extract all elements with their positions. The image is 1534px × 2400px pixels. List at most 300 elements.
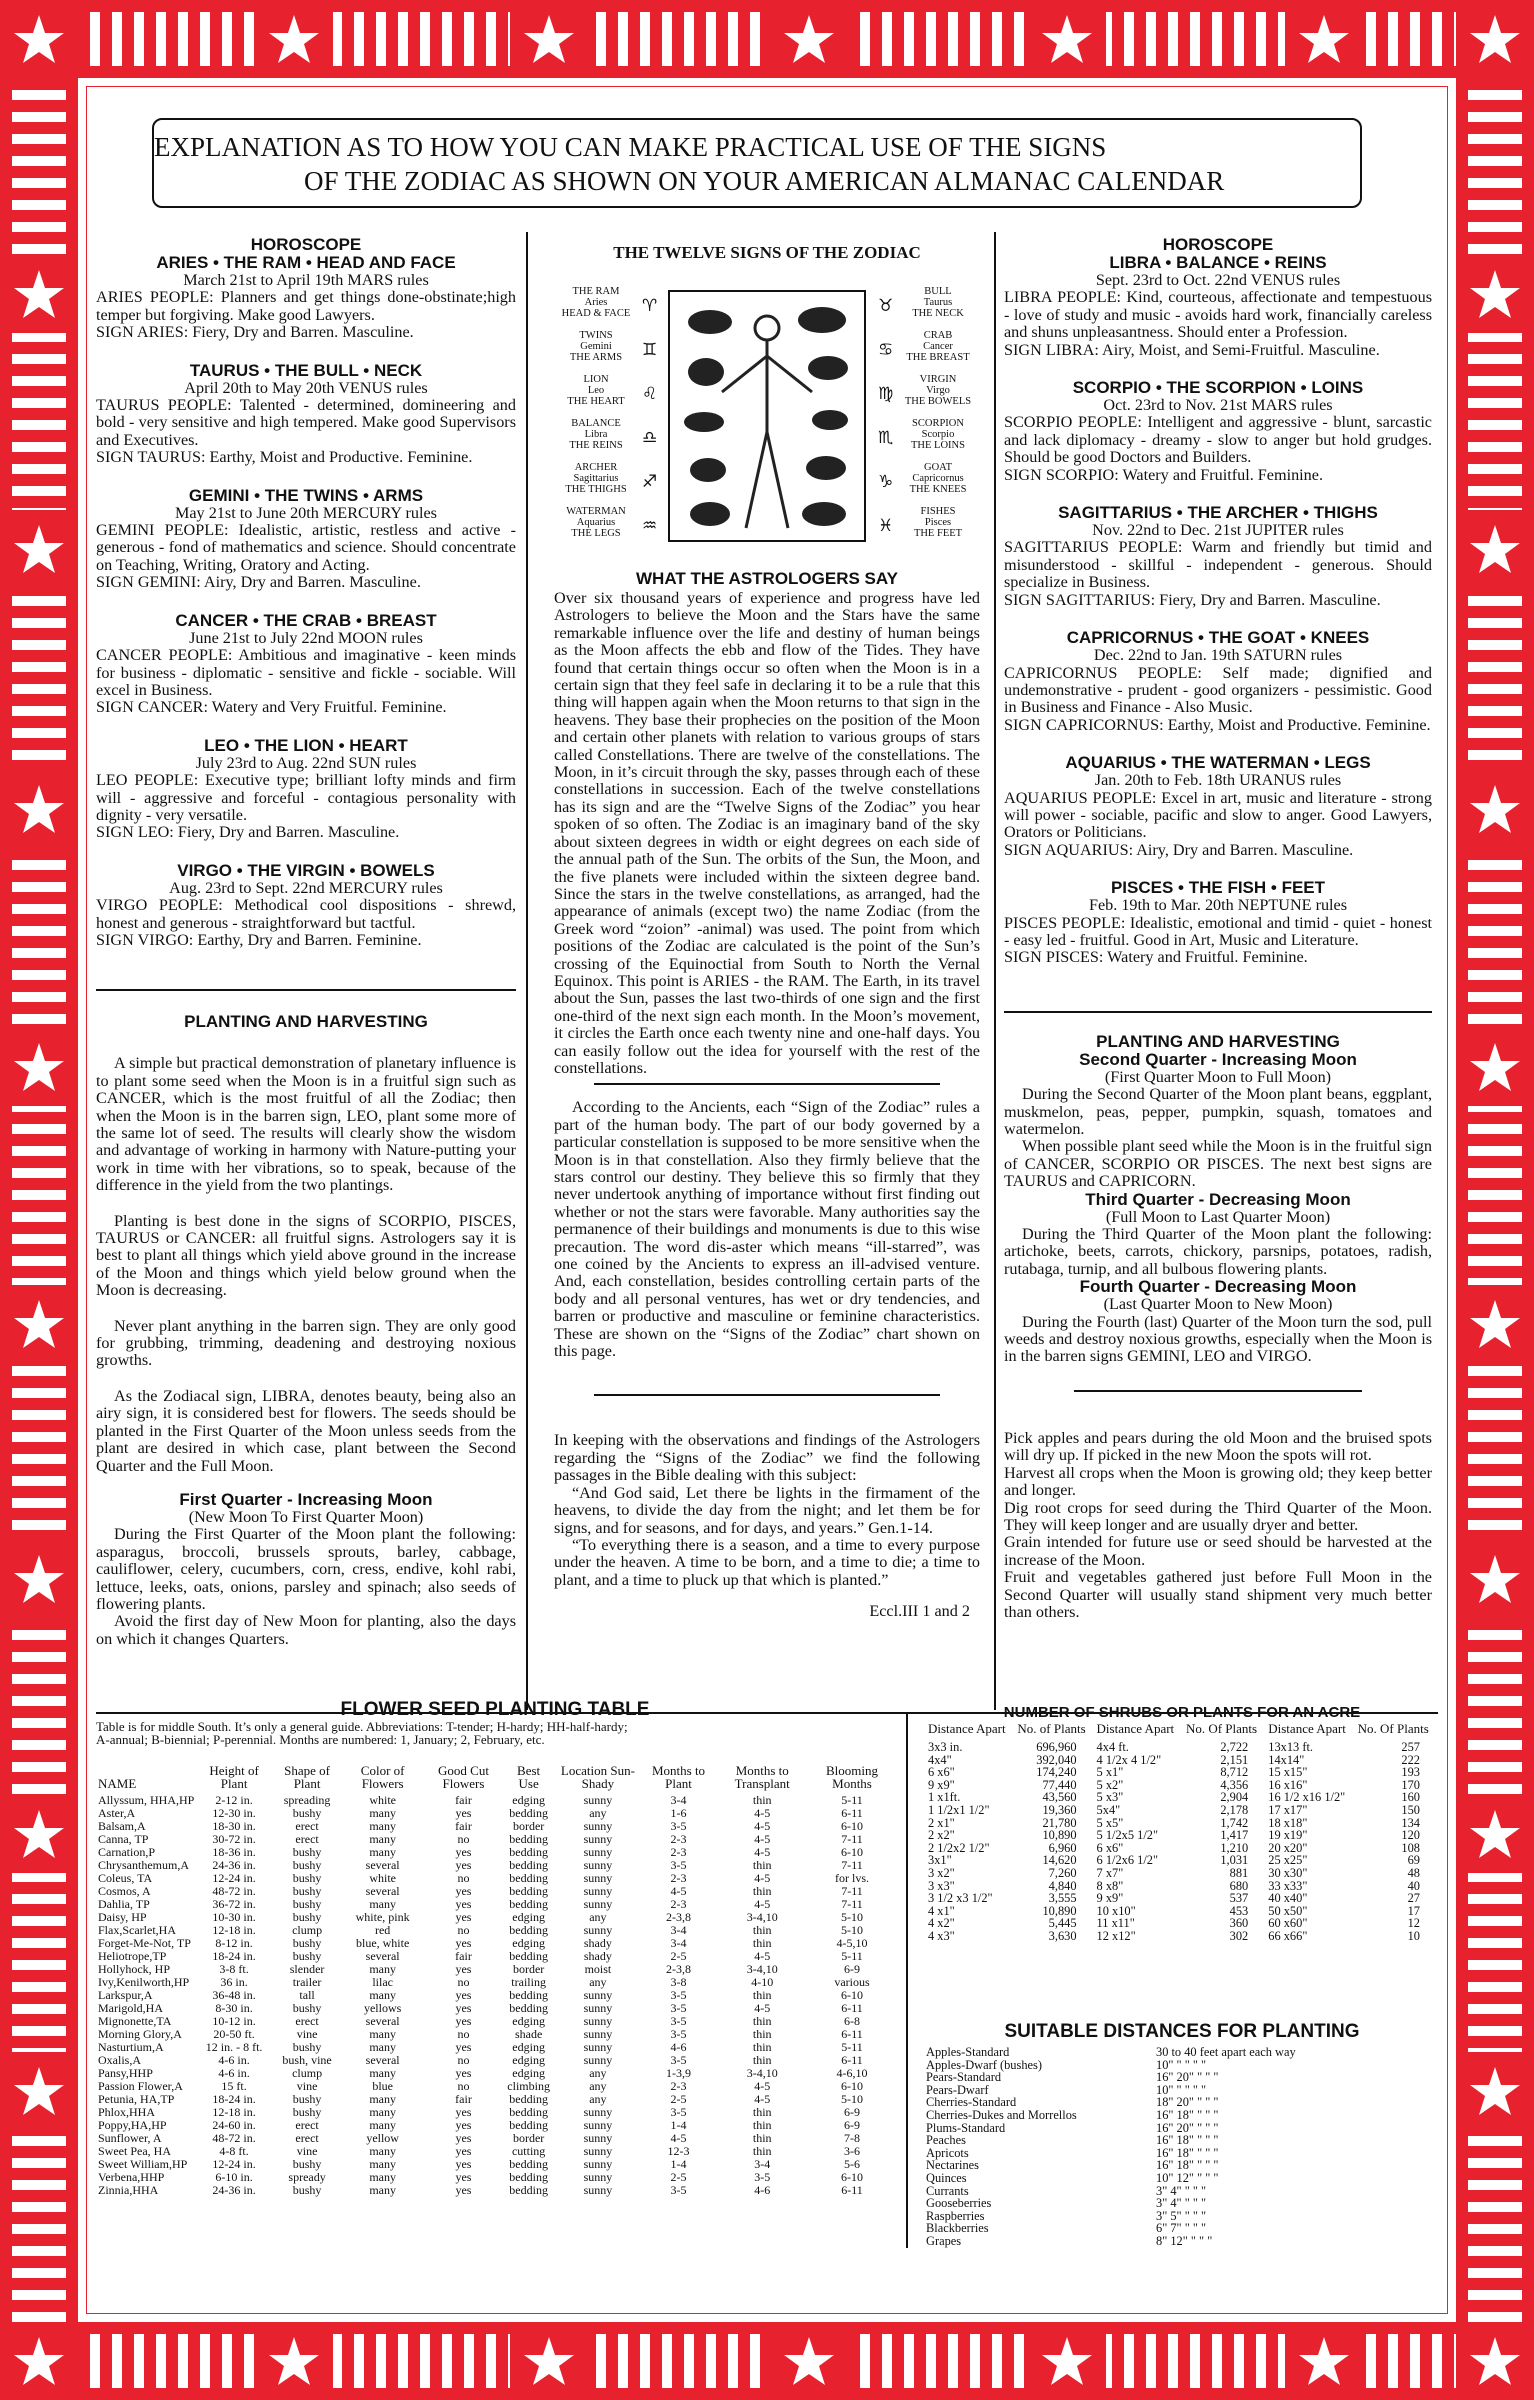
table-cell: Sweet William,HP [98,2157,188,2171]
distance-value: 10" 12" " " " [1156,2170,1219,2185]
table-cell: 4-5 [754,1832,771,1846]
planting-distances-table [926,2046,1438,2248]
table-cell: 6-10 [841,1845,863,1859]
planting-paragraph: Never plant anything in the barren sign. They are only good for grubbing, trimming, deadening and destroying noxious growths. [96,1316,516,1370]
table-cell: bedding [509,2170,548,2184]
sign-traits: SIGN SAGITTARIUS: Fiery, Dry and Barren. Masculine. [1004,590,1381,609]
sign-people: CAPRICORNUS PEOPLE: Self made; dignified and undemonstrative - prudent - good organizers - pessimistic. Good in Business and Finance - Also Music. [1004,663,1432,717]
zodiac-label [556,506,636,550]
table-cell: 14x14" [1268,1752,1305,1767]
table-cell: 8,712 [1220,1765,1249,1780]
zodiac-label-latin: Taurus [923,297,953,308]
table-cell: sunny [583,1897,613,1911]
table-cell: 6-10 [841,2170,863,2184]
sign-entry [1004,879,1432,967]
table-cell: bushy [292,2001,322,2015]
table-cell: white, pink [355,1910,410,1924]
table-cell: Cosmos, A [98,1884,151,1898]
sign-traits: SIGN CAPRICORNUS: Earthy, Moist and Productive. Feminine. [1004,715,1431,734]
sign-traits: SIGN PISCES: Watery and Fruitful. Feminine. [1004,948,1308,967]
table-cell: several [365,1949,400,1963]
sign-traits: SIGN LEO: Fiery, Dry and Barren. Masculine. [96,823,400,842]
table-cell: 4,356 [1220,1777,1249,1792]
table-cell: sunny [583,2001,613,2015]
table-cell: thin [752,2105,772,2119]
table-cell: 12-18 in. [212,1923,256,1937]
table-cell: 8-30 in. [215,2001,253,2015]
second-quarter-paragraph: During the Second Quarter of the Moon plant beans, eggplant, muskmelon, peas, pepper, pumpkin, squash, tomatoes and watermelon. [1004,1085,1432,1138]
table-cell: yes [455,2040,472,2054]
column-divider-left [526,232,528,1710]
table-cell: Pansy,HHP [98,2066,153,2080]
table-row [926,1842,1438,1855]
zodiac-label-name: CRAB [923,330,953,341]
table-cell: 3-5 [754,2170,771,2184]
sign-dates: Feb. 19th to Mar. 20th NEPTUNE rules [1088,896,1348,915]
distance-value: 3" 4" " " " [1156,2183,1207,2198]
table-cell: 4-6 [754,2183,771,2197]
table-cell: bushy [292,2105,322,2119]
sign-entry [1004,754,1432,859]
table-cell: bedding [509,2105,548,2119]
table-cell: 120 [1401,1828,1420,1843]
table-cell: 5-11 [841,1793,863,1807]
table-cell: 3 1/2 x3 1/2" [928,1891,993,1906]
fourth-quarter-heading: Fourth Quarter - Decreasing Moon [1079,1277,1357,1297]
table-cell: no [457,1923,470,1937]
table-cell: Carnation,P [98,1845,155,1859]
table-cell: 1,031 [1220,1853,1249,1868]
sign-heading: CANCER • THE CRAB • BREAST [175,610,437,630]
table-cell: 302 [1229,1928,1249,1943]
distance-value: 10" " " " " [1156,2057,1207,2072]
table-header-cell: Best Use [517,1763,541,1791]
table-cell: 3-5 [670,2053,687,2067]
table-cell: any [589,1910,607,1924]
table-cell: many [369,2066,396,2080]
zodiac-label-name: BALANCE [571,418,621,429]
table-cell: 1,742 [1220,1815,1249,1830]
table-cell: 257 [1401,1740,1420,1754]
table-cell: edging [512,1936,545,1950]
zodiac-label-latin: Aquarius [576,517,616,528]
table-cell: 1,417 [1220,1828,1249,1843]
table-cell: 12 x12" [1096,1928,1136,1943]
sign-entry [1004,379,1432,484]
horoscope-heading: HOROSCOPE [250,235,362,254]
table-cell: 6-10 in. [215,2170,253,2184]
table-cell: thin [752,2118,772,2132]
table-cell: 1,210 [1220,1840,1249,1855]
table-cell: 6-9 [844,1962,860,1976]
table-row [926,2071,1438,2084]
table-cell: 2-5 [670,2170,687,2184]
table-cell: Chrysanthemum,A [98,1858,189,1872]
table-cell: yes [455,2170,472,2184]
table-cell: yes [455,1845,472,1859]
table-cell: bedding [509,1949,548,1963]
zodiac-label-name: ARCHER [574,462,618,473]
table-cell: sunny [583,2027,613,2041]
table-cell: edging [512,1793,545,1807]
table-cell: 5-11 [841,2040,863,2054]
table-cell: 36 in. [220,1975,248,1989]
table-cell: lilac [372,1975,393,1989]
table-cell: yes [455,1988,472,2002]
table-cell: many [369,2092,396,2106]
table-cell: bedding [509,1897,548,1911]
star-icon [255,0,333,78]
table-row [926,1804,1438,1817]
table-cell: many [369,1806,396,1820]
table-cell: 4x4 ft. [1096,1740,1129,1754]
border-left [0,0,78,2400]
star-icon [1456,510,1534,588]
zodiac-label-name: LION [583,374,609,385]
table-header-cell: No. Of Plants [1185,1721,1258,1736]
star-icon [1285,2322,1363,2400]
right-column [1004,236,1432,1621]
sign-entry [96,254,516,342]
virgo-symbol-icon: ♍ [878,384,894,404]
distance-fruit: Quinces [926,2170,967,2185]
table-cell: 12-24 in. [212,2157,256,2171]
table-cell: 4-5 [754,1845,771,1859]
table-cell: 43,560 [1042,1790,1077,1805]
distance-fruit: Pears-Dwarf [926,2082,989,2097]
fourth-quarter-subtitle: (Last Quarter Moon to New Moon) [1103,1295,1333,1314]
table-cell: Coleus, TA [98,1871,153,1885]
table-cell: thin [752,1793,772,1807]
table-cell: any [589,2066,607,2080]
pisces-symbol-icon: ♓ [878,516,894,536]
table-cell: 881 [1229,1865,1249,1880]
table-cell: sunny [583,1832,613,1846]
zodiac-label-name: FISHES [920,506,956,517]
table-cell: Aster,A [98,1806,136,1820]
table-cell: 21,780 [1042,1815,1077,1830]
table-cell: various [834,1975,870,1989]
table-cell: yellows [363,2001,402,2015]
table-cell: Flax,Scarlet,HA [98,1923,176,1937]
table-cell: bedding [509,2001,548,2015]
distance-fruit: Nectarines [926,2158,979,2173]
table-cell: several [365,1858,400,1872]
table-header-row [926,1722,1438,1741]
planting-heading: PLANTING AND HARVESTING [184,1012,428,1032]
table-cell: yes [455,2144,472,2158]
table-cell: 13x13 ft. [1268,1740,1313,1754]
table-cell: 4-6 [670,2040,687,2054]
table-cell: 48-72 in. [212,1884,256,1898]
table-cell: 10-12 in. [212,2014,256,2028]
table-cell: 40 [1407,1878,1420,1893]
table-row [926,1905,1438,1918]
table-cell: Larkspur,A [98,1988,153,2002]
table-cell: 2-5 [670,1949,687,1963]
table-cell: fair [455,1819,472,1833]
table-cell: 3-5 [670,1988,687,2002]
table-cell: 5-6 [844,2157,860,2171]
table-cell: 2-3,8 [666,1910,692,1924]
table-cell: bedding [509,1832,548,1846]
table-row [926,1754,1438,1767]
table-cell: 537 [1229,1891,1249,1906]
table-cell: thin [752,1923,772,1937]
table-cell: 12-24 in. [212,1871,256,1885]
table-cell: 6-11 [841,2001,863,2015]
table-cell: yellow [366,2131,399,2145]
table-cell: 7-11 [841,1858,863,1872]
table-cell: 48-72 in. [212,2131,256,2145]
table-cell: no [457,1832,470,1846]
table-cell: Sweet Pea, HA [98,2144,171,2158]
table-header-cell: Good Cut Flowers [438,1763,489,1791]
sign-people: SCORPIO PEOPLE: Intelligent and aggressive - blunt, sarcastic and lack diplomacy - dreamy - slow to anger but hold grudges. Should be good Doctors and Builders. [1004,413,1432,467]
table-cell: fair [455,1793,472,1807]
table-cell: edging [512,1910,545,1924]
table-cell: 4-5 [754,2001,771,2015]
table-cell: 19 x19" [1268,1828,1308,1843]
table-cell: sunny [583,1793,613,1807]
table-cell: 1-4 [670,2118,687,2132]
sign-people: PISCES PEOPLE: Idealistic, emotional and timid - quiet - honest - easy led - fruitful. Good in Art, Music and Literature. [1004,913,1432,949]
table-cell: 2-3 [670,1897,687,1911]
table-row [926,1880,1438,1893]
table-cell: yes [455,1936,472,1950]
table-cell: shady [583,1936,612,1950]
table-cell: yes [455,1897,472,1911]
table-cell: 66 x66" [1268,1928,1308,1943]
table-row [926,2172,1438,2185]
table-cell: thin [752,2014,772,2028]
table-cell: several [365,1884,400,1898]
astrologers-paragraph: Over six thousand years of experience and progress have led Astrologers to believe the Moon and the Stars have the same remarkable influence over the life and destiny of human beings as the Moon affects the ebb and flow of the Tides. They have found that certain things occur so often when the Moon is in a certain sign that they feel safe in declaring it to be a rule that this thing will happen again when the Moon returns to that sign in the heavens. They base their prophecies on the position of the Moon and certain other planets with relation to various groups of stars called Constellations. There are twelve of the constellations. The Moon, in it’s circuit through the sky, passes through each of these constellations in succession. Each of the twelve constellations has its sign and are the “Twelve Signs of the Zodiac” you hear spoken of so often. The Zodiac is an imaginary band of the sky about sixteen degrees in width or eight degrees on each side of the annual path of the Sun. The orbits of the Sun, the Moon, and the five planets were included within the sixteen degree band. Since the stars in the twelve constellations, as arranged, had the appearance of animals (except two) the name Zodiac (from the Greek word “zoion” -animal) was used. The point from which positions of the Zodiac are calculated is the point of the Sun’s crossing of the Equinoctial from South to North the Vernal Equinox. This point is ARIES - the RAM. The Earth, in its travel about the Sun, passes the last two-thirds of one sign and the first one-third of the next sign each month. In the Moon’s movement, it circles the Earth once each twenty nine and one-half days. You can easily follow out the idea for yourself with the rest of the constellations. [554,589,980,1077]
table-cell: shade [514,2027,543,2041]
table-cell: Heliotrope,TP [98,1949,167,1963]
table-cell: white [369,1871,396,1885]
zodiac-label-name: VIRGIN [919,374,957,385]
table-cell: many [369,2170,396,2184]
zodiac-label [556,418,636,462]
table-cell: bedding [509,2157,548,2171]
divider [594,1083,940,1085]
zodiac-label [556,462,636,506]
title-line-1: EXPLANATION AS TO HOW YOU CAN MAKE PRACTICAL USE OF THE SIGNS [154,132,1107,162]
table-cell: 5 x1" [1096,1765,1124,1780]
table-header-cell: No. Of Plants [1357,1721,1429,1736]
star-icon [1456,255,1534,333]
zodiac-label [898,330,978,374]
zodiac-label-latin: Libra [584,429,608,440]
astrologers-paragraph: According to the Ancients, each “Sign of the Zodiac” rules a part of the human body. The part of our body governed by a particular constellation is supposed to be more sensitive when the Moon is in that constellation. Also they firmly believe that the stars control our destiny. They believe this so firmly that they never undertook anything of importance without first finding out whether or not the stars were favorable. Many authorities say the permanence of their buildings and monuments is due to this wise precaution. The word dis-aster which means “ill-starred”, was one coined by the Ancients to express an ill-advised venture. And, each constellation, besides controlling certain parts of the body and all personal ventures, has wet or dry tendencies, and barren or productive and masculine or feminine characteristics. These are shown on the “Signs of the Zodiac” chart shown on this page. [554,1098,980,1361]
zodiac-label [898,462,978,506]
table-cell: 7 x7" [1096,1865,1124,1880]
star-icon [1028,2322,1106,2400]
table-cell: 4-6,10 [836,2066,868,2080]
table-cell: yes [455,2105,472,2119]
table-cell: 4-6 in. [218,2053,250,2067]
table-cell: 17 x17" [1268,1802,1308,1817]
table-cell: 16 x16" [1268,1777,1308,1792]
table-cell: no [457,2079,470,2093]
sign-entry [1004,254,1432,359]
sign-people: LEO PEOPLE: Executive type; brilliant lofty minds and firm will - aggressive and forceful - contagious personality with dignity - very versatile. [96,771,516,824]
table-cell: 453 [1229,1903,1249,1918]
table-cell: 160 [1401,1790,1420,1805]
table-cell: tall [299,1988,315,2002]
zodiac-label-latin: Sagittarius [573,473,619,484]
leo-symbol-icon: ♌ [642,384,658,404]
table-cell: red [374,1923,391,1937]
distance-fruit: Grapes [926,2233,962,2248]
table-header-cell: Color of Flowers [360,1763,405,1791]
table-cell: 10 [1407,1928,1420,1943]
sign-heading: GEMINI • THE TWINS • ARMS [188,485,424,505]
table-cell: bush, vine [282,2053,332,2067]
table-cell: 4-8 ft. [219,2144,249,2158]
table-header-cell: Location Sun-Shady [560,1763,635,1791]
distance-value: 6" 7" " " " [1156,2221,1207,2236]
table-cell: many [369,1832,396,1846]
table-cell: 3-5 [670,2027,687,2041]
table-cell: 9 x9" [928,1777,955,1792]
zodiac-man-illustration [668,290,866,542]
table-cell: 50 x50" [1268,1903,1308,1918]
table-cell: edging [512,2066,545,2080]
table-cell: 3-5 [670,2014,687,2028]
zodiac-label-body: THE NECK [912,308,964,319]
table-cell: 3-5 [670,2001,687,2015]
table-row [926,2235,1438,2248]
table-cell: bedding [509,2183,548,2197]
table-cell: bedding [509,1806,548,1820]
star-icon [0,2322,78,2400]
table-cell: bushy [292,1897,322,1911]
table-cell: thin [752,2144,772,2158]
table-cell: 222 [1401,1752,1420,1767]
table-cell: yes [455,2157,472,2171]
table-cell: bushy [292,1910,322,1924]
zodiac-label-name: WATERMAN [566,506,626,517]
table-header-cell: NAME [98,1776,137,1791]
table-cell: many [369,2118,396,2132]
table-cell: Morning Glory,A [98,2027,182,2041]
table-cell: 5x4" [1096,1802,1121,1817]
table-cell: yes [455,1884,472,1898]
table-cell: 3x3 in. [928,1740,963,1754]
table-row [926,1917,1438,1930]
star-icon [255,2322,333,2400]
table-row [926,1766,1438,1779]
sign-heading: ARIES • THE RAM • HEAD AND FACE [156,253,456,272]
table-cell: edging [512,2014,545,2028]
table-cell: 5-10 [841,2092,863,2106]
harvest-tip: Harvest all crops when the Moon is growing old; they keep better and longer. [1004,1463,1432,1500]
star-icon [510,2322,588,2400]
table-cell: 3-4,10 [746,1962,778,1976]
table-cell: any [589,1806,607,1820]
aquarius-symbol-icon: ♒ [642,516,658,536]
distance-fruit: Blackberries [926,2221,989,2236]
sign-people: ARIES PEOPLE: Planners and get things done-obstinate;high temper but forgiving. Make good Lawyers. [96,288,516,324]
table-cell: 4,840 [1048,1878,1077,1893]
star-icon [1456,2052,1534,2130]
distance-value: 16" 20" " " " [1156,2070,1219,2085]
table-cell: 40 x40" [1268,1891,1308,1906]
zodiac-heading: THE TWELVE SIGNS OF THE ZODIAC [613,243,921,262]
aries-symbol-icon: ♈ [642,296,658,316]
zodiac-label-body: THE BOWELS [904,396,972,407]
table-cell: no [457,2053,470,2067]
table-cell: yes [455,2131,472,2145]
table-cell: bedding [509,1988,548,2002]
table-cell: yes [455,2001,472,2015]
table-cell: Verbena,HHP [98,2170,165,2184]
table-cell: yes [455,1858,472,1872]
sign-traits: SIGN GEMINI: Airy, Dry and Barren. Masculine. [96,573,421,592]
table-cell: Dahlia, TP [98,1897,150,1911]
table-row [926,1791,1438,1804]
table-cell: 5 x5" [1096,1815,1124,1830]
table-cell: many [369,1962,396,1976]
star-icon [0,1540,78,1618]
table-cell: bedding [509,1845,548,1859]
table-cell: yes [455,1962,472,1976]
table-cell: Zinnia,HHA [98,2183,159,2197]
table-cell: 77,440 [1042,1777,1077,1792]
zodiac-label-body: THE ARMS [569,352,623,363]
table-cell: sunny [583,1871,613,1885]
table-cell: sunny [583,2014,613,2028]
table-cell: many [369,1845,396,1859]
table-cell: Ivy,Kenilworth,HP [98,1975,190,1989]
table-cell: clump [292,2066,323,2080]
table-cell: no [457,1871,470,1885]
table-cell: yes [455,2066,472,2080]
table-cell: bedding [509,1871,548,1885]
sign-traits: SIGN ARIES: Fiery, Dry and Barren. Masculine. [96,323,414,342]
table-cell: 2,178 [1220,1802,1249,1817]
zodiac-label-body: THE LOINS [911,440,965,451]
third-quarter-subtitle: (Full Moon to Last Quarter Moon) [1105,1207,1331,1226]
table-cell: 2-3 [670,1832,687,1846]
table-cell: 6-8 [844,2014,860,2028]
table-cell: 7-11 [841,1832,863,1846]
sign-entry [1004,629,1432,734]
flower-table-note: Table is for middle South. It’s only a general guide. Abbreviations: T-tender; H-hardy; HH-half-hardy; [96,1719,628,1734]
zodiac-label-body: THE BREAST [906,352,970,363]
table-row [926,1930,1438,1943]
table-cell: 4-6 in. [218,2066,250,2080]
table-cell: sunny [583,1884,613,1898]
table-cell: 2-3 [670,1845,687,1859]
zodiac-label-latin: Leo [587,385,605,396]
table-cell: many [369,2027,396,2041]
table-row [926,1854,1438,1867]
table-cell: 6-11 [841,2053,863,2067]
table-cell: 4-5 [754,1897,771,1911]
distance-fruit: Plums-Standard [926,2120,1006,2135]
table-cell: 5-10 [841,1923,863,1937]
zodiac-label-name: SCORPION [912,418,964,429]
table-cell: bushy [292,2183,322,2197]
zodiac-label-latin: Cancer [923,341,953,352]
table-cell: Passion Flower,A [98,2079,183,2093]
bible-quote: “To everything there is a season, and a time to every purpose under the heaven. A time to be born, and a time to die; a time to plant, and a time to pluck up that which is planted.” [554,1535,980,1589]
table-cell: thin [752,2027,772,2041]
table-cell: 8-12 in. [215,1936,253,1950]
